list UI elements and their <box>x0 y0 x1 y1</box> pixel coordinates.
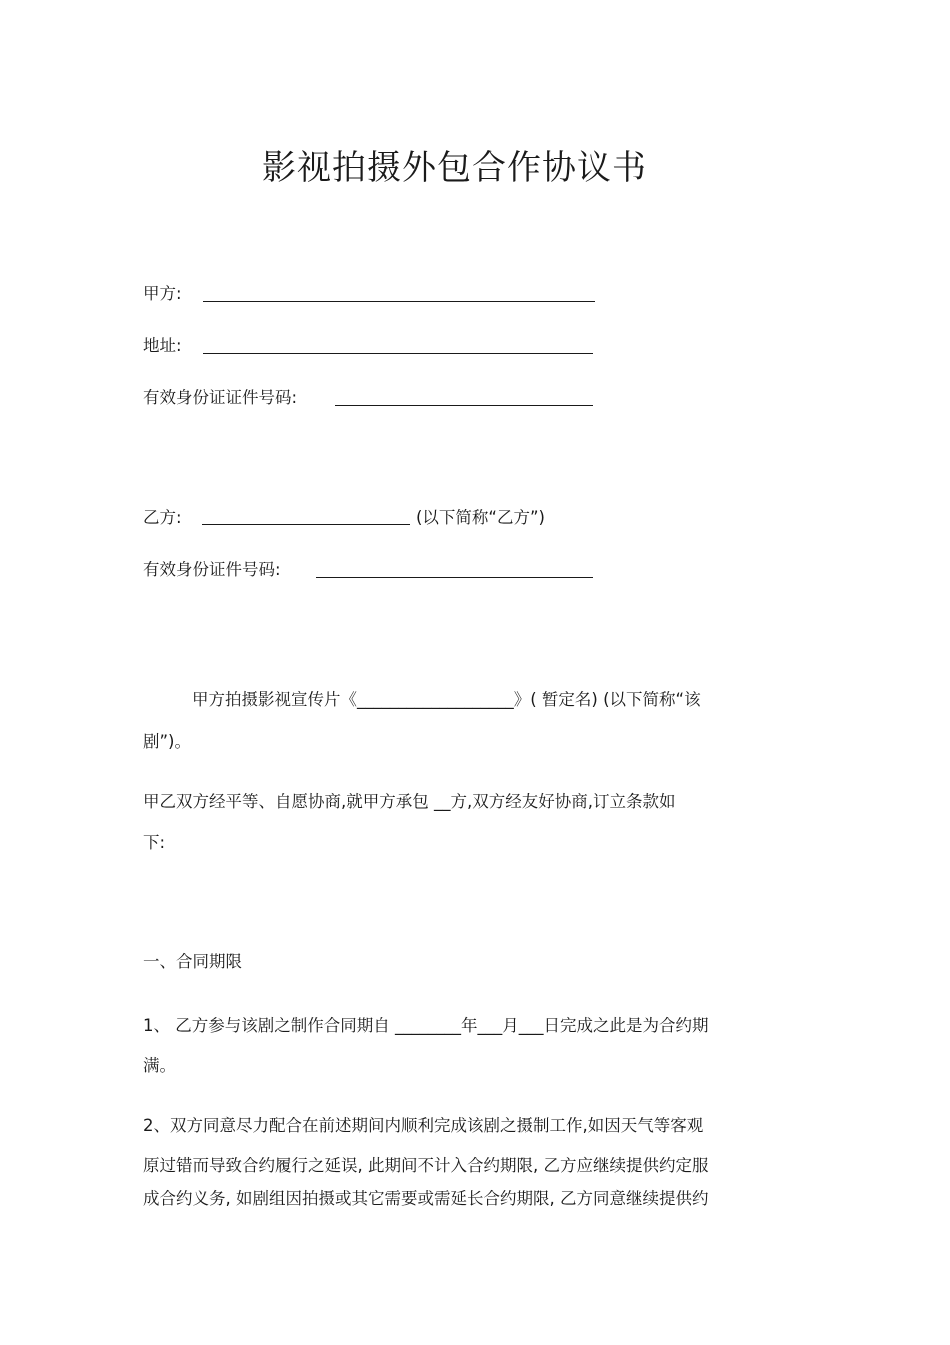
clause-2-line-3: 成合约义务, 如剧组因拍摄或其它需要或需延长合约期限, 乙方同意继续提供约 <box>143 1189 709 1208</box>
section-1-heading: 一、合同期限 <box>143 952 242 971</box>
party-a-blank-line <box>203 301 595 302</box>
party-b-id-blank-line <box>316 577 593 578</box>
party-b-blank-line <box>202 524 410 525</box>
party-b-id-label: 有效身份证件号码: <box>143 560 281 579</box>
intro-line-1 <box>192 686 701 710</box>
party-a-id-blank-line <box>335 405 593 406</box>
address-blank-line <box>203 353 593 354</box>
party-b-alias: (以下简称“乙方”) <box>416 508 545 527</box>
party-a-label: 甲方: <box>143 284 182 303</box>
party-a-id-label: 有效身份证证件号码: <box>143 388 298 407</box>
address-label: 地址: <box>143 336 182 355</box>
intro-line-1-suffix: 》( 暂定名) (以下简称“该 <box>513 690 701 709</box>
clause-2-line-2: 原过错而导致合约履行之延误, 此期间不计入合约期限, 乙方应继续提供约定服 <box>143 1156 709 1175</box>
document-title: 影视拍摄外包合作协议书 <box>262 148 647 188</box>
party-b-label: 乙方: <box>143 508 182 527</box>
clause-2-line-1: 2、双方同意尽力配合在前述期间内顺利完成该剧之摄制工作,如因天气等客观 <box>143 1116 704 1135</box>
intro-line-4: 下: <box>143 833 166 852</box>
intro-film-name-blank: ___________________ <box>357 690 514 709</box>
intro-line-2: 剧”)。 <box>143 732 191 751</box>
intro-line-1-prefix: 甲方拍摄影视宣传片《 <box>192 690 357 709</box>
intro-line-3: 甲乙双方经平等、自愿协商,就甲方承包 __方,双方经友好协商,订立条款如 <box>143 792 676 811</box>
clause-1-line-1: 1、 乙方参与该剧之制作合同期自 ________年___月___日完成之此是为合约期 <box>143 1016 709 1035</box>
clause-1-line-2: 满。 <box>143 1056 176 1075</box>
